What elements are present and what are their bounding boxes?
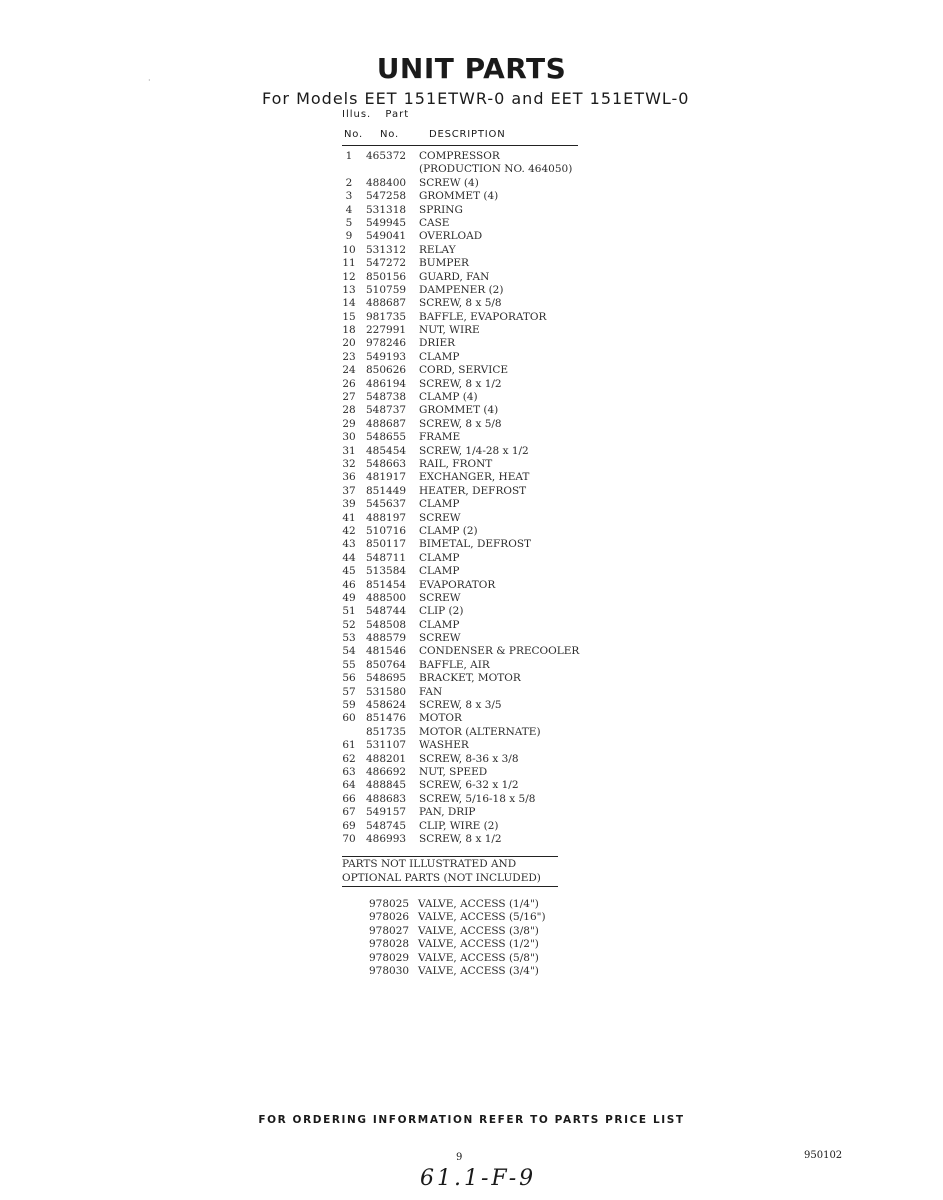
illus-no: 15 bbox=[342, 310, 356, 323]
ordering-note: FOR ORDERING INFORMATION REFER TO PARTS PRICE LIST bbox=[258, 1114, 685, 1126]
illus-no: 18 bbox=[342, 324, 356, 337]
part-description: VALVE, ACCESS (5/8") bbox=[418, 951, 539, 964]
part-no: 850626 bbox=[366, 364, 407, 377]
illus-no: 14 bbox=[342, 297, 356, 310]
scan-mark: · bbox=[148, 76, 151, 85]
part-no: 850156 bbox=[366, 270, 407, 283]
part-no: 548663 bbox=[366, 457, 407, 470]
part-description: SCREW, 1/4-28 x 1/2 bbox=[419, 444, 529, 457]
part-no: 488687 bbox=[366, 297, 407, 310]
part-description: GUARD, FAN bbox=[419, 270, 490, 283]
illus-no: 57 bbox=[342, 685, 356, 698]
part-description: GROMMET (4) bbox=[419, 190, 499, 203]
not-illustrated-line2: OPTIONAL PARTS (NOT INCLUDED) bbox=[342, 872, 541, 884]
illus-no: 9 bbox=[345, 230, 353, 243]
part-description: VALVE, ACCESS (5/16") bbox=[418, 911, 546, 924]
part-description: SCREW, 8 x 5/8 bbox=[419, 417, 502, 430]
part-no: 531318 bbox=[366, 203, 407, 216]
part-no: 548508 bbox=[366, 618, 407, 631]
part-no: 549193 bbox=[366, 350, 407, 363]
illus-no: 53 bbox=[342, 632, 356, 645]
part-description: OVERLOAD bbox=[419, 230, 483, 243]
part-description: SCREW, 8 x 3/5 bbox=[419, 699, 502, 712]
handwritten-note: 61.1-F-9 bbox=[420, 1166, 537, 1191]
part-description: SCREW bbox=[419, 511, 461, 524]
illus-no: 51 bbox=[342, 605, 356, 618]
part-description: BUMPER bbox=[419, 257, 469, 270]
part-no: 488687 bbox=[366, 417, 407, 430]
illus-no: 67 bbox=[342, 806, 356, 819]
illus-no: 55 bbox=[342, 658, 356, 671]
illus-no: 3 bbox=[345, 190, 353, 203]
part-description: FAN bbox=[419, 685, 443, 698]
illus-no: 24 bbox=[342, 364, 356, 377]
part-description: BIMETAL, DEFROST bbox=[419, 538, 532, 551]
part-description: CLAMP bbox=[419, 498, 460, 511]
part-no: 981735 bbox=[366, 310, 407, 323]
illus-no: 43 bbox=[342, 538, 356, 551]
part-description: BAFFLE, EVAPORATOR bbox=[419, 310, 547, 323]
part-no: 978027 bbox=[369, 924, 410, 937]
part-description: CLAMP (4) bbox=[419, 391, 478, 404]
part-description: VALVE, ACCESS (3/4") bbox=[418, 964, 539, 977]
part-description: GROMMET (4) bbox=[419, 404, 499, 417]
illus-no: 46 bbox=[342, 578, 356, 591]
part-description: SCREW, 5/16-18 x 5/8 bbox=[419, 792, 536, 805]
illus-no: 66 bbox=[342, 792, 356, 805]
part-no: 531580 bbox=[366, 685, 407, 698]
illus-no: 13 bbox=[342, 283, 356, 296]
column-header-top bbox=[342, 109, 419, 120]
part-no: 486692 bbox=[366, 765, 407, 778]
part-no: 851476 bbox=[366, 712, 407, 725]
part-description: RELAY bbox=[419, 243, 456, 256]
part-no: 531107 bbox=[366, 739, 407, 752]
illus-no: 61 bbox=[342, 739, 356, 752]
part-description: SCREW, 8 x 1/2 bbox=[419, 377, 502, 390]
illus-no: 11 bbox=[342, 257, 356, 270]
illus-no: 59 bbox=[342, 699, 356, 712]
illus-no: 54 bbox=[342, 645, 356, 658]
part-no: 510716 bbox=[366, 524, 407, 537]
part-no: 488579 bbox=[366, 632, 407, 645]
part-no: 547258 bbox=[366, 190, 407, 203]
header-description: DESCRIPTION bbox=[429, 129, 506, 140]
illus-no: 1 bbox=[345, 150, 353, 162]
part-description: HEATER, DEFROST bbox=[419, 484, 527, 497]
column-header-bottom bbox=[342, 127, 578, 146]
part-description: COMPRESSOR bbox=[419, 150, 500, 162]
part-description: NUT, WIRE bbox=[419, 324, 480, 337]
part-no: 549041 bbox=[366, 230, 407, 243]
part-no: 485454 bbox=[366, 444, 407, 457]
illus-no: 32 bbox=[342, 457, 356, 470]
part-description: VALVE, ACCESS (3/8") bbox=[418, 924, 539, 937]
illus-no: 10 bbox=[342, 243, 356, 256]
page-title: UNIT PARTS bbox=[376, 52, 567, 85]
illus-no: 41 bbox=[342, 511, 356, 524]
part-description: VALVE, ACCESS (1/4") bbox=[418, 898, 539, 910]
illus-no: 70 bbox=[342, 832, 356, 845]
part-description: VALVE, ACCESS (1/2") bbox=[418, 938, 539, 951]
illus-no: 62 bbox=[342, 752, 356, 765]
illus-no: 39 bbox=[342, 498, 356, 511]
part-no: 548695 bbox=[366, 672, 407, 685]
illus-no: 23 bbox=[342, 350, 356, 363]
part-description: SCREW bbox=[419, 632, 461, 645]
part-no: 851735 bbox=[366, 725, 407, 738]
part-description: DAMPENER (2) bbox=[419, 283, 504, 296]
illus-no: 20 bbox=[342, 337, 356, 350]
part-description: RAIL, FRONT bbox=[419, 457, 493, 470]
part-no: 488400 bbox=[366, 176, 407, 189]
part-no: 978246 bbox=[366, 337, 407, 350]
not-illustrated-heading bbox=[342, 857, 541, 885]
part-no: 548655 bbox=[366, 431, 407, 444]
header-illus: Illus. bbox=[342, 109, 372, 120]
illus-no: 44 bbox=[342, 551, 356, 564]
part-no: 510759 bbox=[366, 283, 407, 296]
illus-no: 30 bbox=[342, 431, 356, 444]
part-no: 488500 bbox=[366, 591, 407, 604]
part-description: FRAME bbox=[419, 431, 461, 444]
illus-no: 64 bbox=[342, 779, 356, 792]
part-no: 548737 bbox=[366, 404, 407, 417]
part-description: MOTOR (ALTERNATE) bbox=[419, 725, 541, 738]
part-no: 548738 bbox=[366, 391, 407, 404]
part-no: 545637 bbox=[366, 498, 407, 511]
part-no: 481546 bbox=[366, 645, 407, 658]
part-no: 481917 bbox=[366, 471, 407, 484]
part-description: EVAPORATOR bbox=[419, 578, 496, 591]
page-subtitle: For Models EET 151ETWR-0 and EET 151ETWL-0 bbox=[262, 89, 690, 108]
illus-no: 36 bbox=[342, 471, 356, 484]
part-description: SCREW bbox=[419, 591, 461, 604]
part-description: CLAMP bbox=[419, 551, 460, 564]
illus-no: 12 bbox=[342, 270, 356, 283]
part-no: 488845 bbox=[366, 779, 407, 792]
part-description: DRIER bbox=[419, 337, 456, 350]
header-no: No. bbox=[344, 129, 364, 140]
part-description: CLAMP (2) bbox=[419, 524, 478, 537]
part-description: CORD, SERVICE bbox=[419, 364, 509, 377]
part-no: 486194 bbox=[366, 377, 407, 390]
header-part: Part bbox=[385, 109, 410, 120]
divider bbox=[342, 886, 558, 887]
part-no: 850764 bbox=[366, 658, 407, 671]
illus-no: 28 bbox=[342, 404, 356, 417]
part-no: 978029 bbox=[369, 951, 410, 964]
part-no: 978026 bbox=[369, 911, 410, 924]
illus-no: 63 bbox=[342, 765, 356, 778]
part-description: CLIP (2) bbox=[419, 605, 464, 618]
part-description: SPRING bbox=[419, 203, 463, 216]
part-description: EXCHANGER, HEAT bbox=[419, 471, 530, 484]
part-description: CLAMP bbox=[419, 350, 460, 363]
part-description: PAN, DRIP bbox=[419, 806, 476, 819]
part-description: CONDENSER & PRECOOLER bbox=[419, 645, 580, 658]
illus-no: 4 bbox=[345, 203, 353, 216]
part-description: MOTOR bbox=[419, 712, 462, 725]
part-description: BRACKET, MOTOR bbox=[419, 672, 521, 685]
part-no: 548711 bbox=[366, 551, 407, 564]
illus-no: 49 bbox=[342, 591, 356, 604]
illus-no: 2 bbox=[345, 176, 353, 189]
part-no: 978025 bbox=[369, 898, 410, 910]
part-description: CASE bbox=[419, 216, 450, 229]
part-description: SCREW (4) bbox=[419, 176, 479, 189]
part-no: 547272 bbox=[366, 257, 407, 270]
header-part-no: No. bbox=[380, 129, 400, 140]
part-no: 531312 bbox=[366, 243, 407, 256]
part-no: 851454 bbox=[366, 578, 407, 591]
part-no: 513584 bbox=[366, 565, 407, 578]
illus-no: 29 bbox=[342, 417, 356, 430]
part-description: (PRODUCTION NO. 464050) bbox=[419, 163, 573, 176]
part-no: 458624 bbox=[366, 699, 407, 712]
part-description: SCREW, 8-36 x 3/8 bbox=[419, 752, 519, 765]
part-description: CLAMP bbox=[419, 618, 460, 631]
illus-no: 26 bbox=[342, 377, 356, 390]
part-description: SCREW, 8 x 1/2 bbox=[419, 832, 502, 845]
part-description: NUT, SPEED bbox=[419, 765, 488, 778]
page-number: 9 bbox=[456, 1152, 463, 1163]
not-illustrated-line1: PARTS NOT ILLUSTRATED AND bbox=[342, 858, 517, 870]
part-no: 978030 bbox=[369, 964, 410, 977]
part-description: CLIP, WIRE (2) bbox=[419, 819, 499, 832]
part-no: 850117 bbox=[366, 538, 407, 551]
part-no: 548744 bbox=[366, 605, 407, 618]
illus-no: 45 bbox=[342, 565, 356, 578]
part-no: 488197 bbox=[366, 511, 407, 524]
illus-no: 52 bbox=[342, 618, 356, 631]
illus-no: 31 bbox=[342, 444, 356, 457]
illus-no: 60 bbox=[342, 712, 356, 725]
part-no: 465372 bbox=[366, 150, 407, 162]
illus-no: 5 bbox=[345, 216, 353, 229]
part-no: 488201 bbox=[366, 752, 407, 765]
part-no: 851449 bbox=[366, 484, 407, 497]
illus-no: 42 bbox=[342, 524, 356, 537]
part-no: 978028 bbox=[369, 938, 410, 951]
part-description: BAFFLE, AIR bbox=[419, 658, 490, 671]
part-no: 549157 bbox=[366, 806, 407, 819]
part-no: 227991 bbox=[366, 324, 407, 337]
part-description: SCREW, 6-32 x 1/2 bbox=[419, 779, 519, 792]
part-description: CLAMP bbox=[419, 565, 460, 578]
document-number: 950102 bbox=[804, 1150, 843, 1161]
illus-no: 27 bbox=[342, 391, 356, 404]
part-no: 549945 bbox=[366, 216, 407, 229]
illus-no: 69 bbox=[342, 819, 356, 832]
part-description: SCREW, 8 x 5/8 bbox=[419, 297, 502, 310]
illus-no: 37 bbox=[342, 484, 356, 497]
illus-no: 56 bbox=[342, 672, 356, 685]
part-no: 548745 bbox=[366, 819, 407, 832]
part-no: 486993 bbox=[366, 832, 407, 845]
part-no: 488683 bbox=[366, 792, 407, 805]
part-description: WASHER bbox=[419, 739, 469, 752]
